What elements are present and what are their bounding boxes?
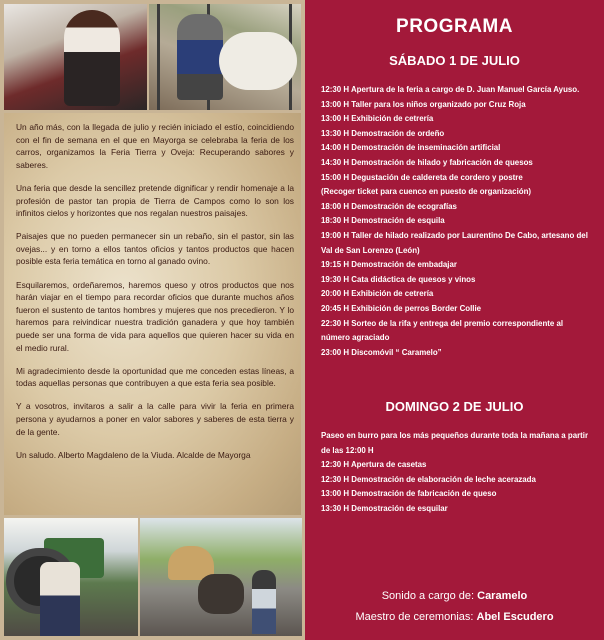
event-item: 13:00 H Exhibición de cetrería bbox=[321, 114, 434, 124]
letter-paragraph: Mi agradecimiento desde la oportunidad que me conceden estas líneas, a todas aquellas personas que contribuyen a que esta feria sea posible. bbox=[16, 365, 294, 389]
event-item: 13:30 H Demostración de esquilar bbox=[321, 503, 448, 513]
event-item: 20:00 H Exhibición de cetrería bbox=[321, 289, 434, 299]
mc-credit bbox=[305, 607, 604, 628]
program-title: PROGRAMA bbox=[396, 16, 513, 37]
event-item: (Recoger ticket para cuenco en puesto de organización) bbox=[321, 187, 532, 197]
event-item: 12:30 H Demostración de elaboración de leche acerazada bbox=[321, 474, 536, 484]
sunday-events bbox=[321, 429, 597, 517]
event-item: 12:30 H Apertura de la feria a cargo de D. Juan Manuel García Ayuso. bbox=[321, 85, 580, 94]
event-item: 19:30 H Cata didáctica de quesos y vinos bbox=[321, 274, 476, 284]
event-item: 19:00 H Taller de hilado realizado por Laurentino De Cabo, artesano del bbox=[321, 230, 588, 240]
child-figure bbox=[252, 570, 276, 634]
event-item: 15:00 H Degustación de caldereta de cordero y postre bbox=[321, 172, 523, 182]
fence-bar bbox=[157, 4, 160, 110]
event-item: número agraciado bbox=[321, 333, 390, 343]
event-item: 19:15 H Demostración de embadajar bbox=[321, 260, 457, 270]
donkey-figure bbox=[198, 574, 244, 614]
program-panel bbox=[305, 0, 604, 640]
sound-label: Sonido a cargo de: bbox=[381, 590, 478, 602]
mc-label: Maestro de ceremonias: bbox=[355, 611, 477, 623]
photo-donkey-cart bbox=[140, 518, 302, 636]
event-item: 22:30 H Sorteo de la rifa y entrega del premio correspondiente al bbox=[321, 318, 564, 328]
saturday-title: SÁBADO 1 DE JULIO bbox=[389, 53, 520, 68]
event-item: 14:30 H Demostración de hilado y fabricación de quesos bbox=[321, 157, 533, 167]
event-item: 12:30 H Apertura de casetas bbox=[321, 460, 427, 470]
men-figures bbox=[40, 562, 80, 636]
event-item: 20:45 H Exhibición de perros Border Collie bbox=[321, 303, 482, 313]
event-item: 23:00 H Discomóvil “ Caramelo” bbox=[321, 347, 442, 357]
mayor-letter bbox=[16, 121, 294, 472]
sound-credit bbox=[305, 586, 604, 607]
photo-shearing-sheep bbox=[149, 4, 301, 110]
event-item: de las 12:00 H bbox=[321, 445, 374, 455]
letter-paragraph: Esquilaremos, ordeñaremos, haremos queso y otros productos que nos harán viajar en el tiempo para recordar oficios que durante muchos años fueron el sustento de tantos hombres y mujeres que nos precedieron. Y lo haremos para reivindicar nuestra tradición ganadera y que hoy también puede ser una forma de vida para aquellos que quieren hacer su vida en el medio rural. bbox=[16, 279, 294, 353]
photo-tractors bbox=[4, 518, 138, 636]
event-item: 14:00 H Demostración de inseminación artificial bbox=[321, 143, 501, 153]
woman-figure bbox=[64, 10, 120, 106]
event-item: 13:00 H Demostración de fabricación de queso bbox=[321, 489, 497, 499]
shearer-figure bbox=[177, 14, 223, 100]
event-item: 13:30 H Demostración de ordeño bbox=[321, 128, 445, 138]
event-item: 13:00 H Taller para los niños organizado por Cruz Roja bbox=[321, 99, 526, 109]
letter-paragraph: Un año más, con la llegada de julio y recién iniciado el estío, coincidiendo con el fin de semana en el que en Mayorga se celebraba la feria de los carros, organizamos la Feria Tierra y Oveja: Recuperando sabores y saberes. bbox=[16, 122, 294, 170]
event-item: 18:30 H Demostración de esquila bbox=[321, 216, 445, 226]
letter-signature: Un saludo. Alberto Magdaleno de la Viuda. Alcalde de Mayorga bbox=[16, 449, 251, 460]
photo-spinning-women bbox=[4, 4, 147, 110]
sheep-figure bbox=[219, 32, 297, 90]
letter-paragraph: Y a vosotros, invitaros a salir a la calle para vivir la feria en primera persona y ayudarnos a poner en valor sabores y saberes de esta tierra y de la gente. bbox=[16, 401, 294, 437]
letter-paragraph: Paisajes que no pueden permanecer sin un rebaño, sin el pastor, sin las ovejas... y en torno a ellos tantos oficios y tantos productos que hacen posible esta feria temática en torno al ganado ovino. bbox=[16, 231, 294, 267]
event-item: 18:00 H Demostración de ecografías bbox=[321, 201, 457, 211]
sound-name: Caramelo bbox=[477, 590, 528, 602]
credits bbox=[305, 586, 604, 628]
sunday-title: DOMINGO 2 DE JULIO bbox=[385, 399, 524, 414]
mc-name: Abel Escudero bbox=[476, 611, 554, 623]
saturday-events bbox=[321, 83, 597, 360]
letter-paragraph: Una feria que desde la sencillez pretende dignificar y rendir homenaje a la profesión de pastor tan propia de Tierra de Campos como lo son los infinitos cielos y horizontes que nos regalan nuestros paisajes. bbox=[16, 182, 294, 219]
event-item: Paseo en burro para los más pequeños durante toda la mañana a partir bbox=[321, 431, 589, 440]
event-item: Val de San Lorenzo (León) bbox=[321, 245, 420, 255]
